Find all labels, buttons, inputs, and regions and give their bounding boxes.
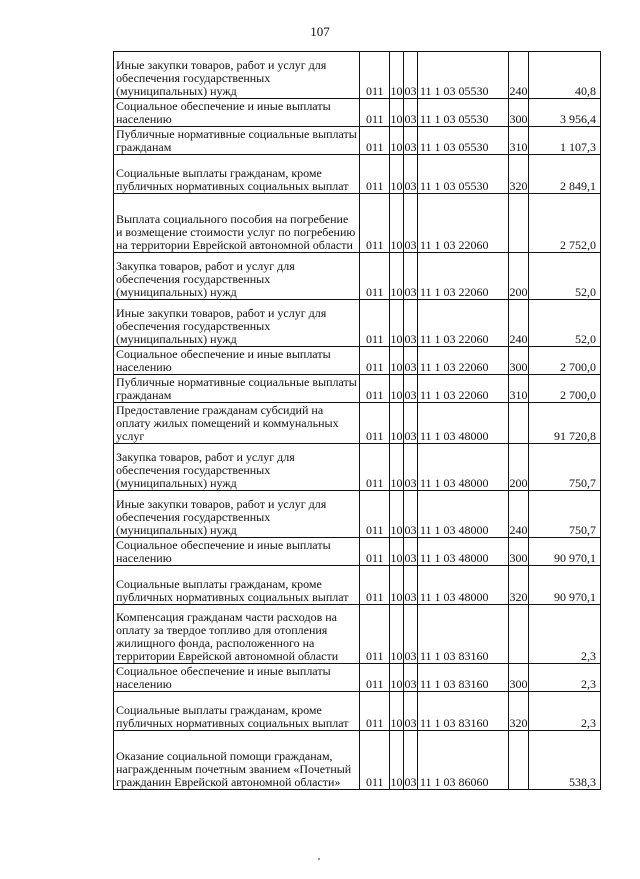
row-section-code: 10 [390, 731, 404, 790]
row-name: Социальное обеспечение и иные выплаты населению [114, 664, 360, 692]
row-subsection-code: 03 [404, 194, 418, 253]
row-section-code: 10 [390, 127, 404, 155]
row-target-code: 11 1 03 22060 [418, 300, 509, 347]
row-section-code: 10 [390, 664, 404, 692]
table-body [114, 52, 601, 790]
row-subsection-code: 03 [404, 99, 418, 127]
row-section-code: 10 [390, 491, 404, 538]
row-ved-code: 011 [360, 566, 390, 605]
table-row [114, 692, 601, 731]
row-section-code: 10 [390, 444, 404, 491]
row-expense-type-code [509, 403, 529, 444]
row-section-code: 10 [390, 538, 404, 566]
row-subsection-code: 03 [404, 491, 418, 538]
row-name: Иные закупки товаров, работ и услуг для обеспечения государственных (муниципальных) нужд [114, 52, 360, 99]
row-subsection-code: 03 [404, 253, 418, 300]
row-name: Публичные нормативные социальные выплаты гражданам [114, 375, 360, 403]
row-target-code: 11 1 03 05530 [418, 127, 509, 155]
row-ved-code: 011 [360, 194, 390, 253]
row-sum: 91 720,8 [529, 403, 601, 444]
row-section-code: 10 [390, 194, 404, 253]
row-subsection-code: 03 [404, 605, 418, 664]
page-number: 107 [310, 24, 330, 39]
table-row [114, 664, 601, 692]
row-section-code: 10 [390, 253, 404, 300]
row-target-code: 11 1 03 22060 [418, 347, 509, 375]
row-expense-type-code: 300 [509, 664, 529, 692]
row-ved-code: 011 [360, 692, 390, 731]
row-name: Социальное обеспечение и иные выплаты населению [114, 347, 360, 375]
row-ved-code: 011 [360, 300, 390, 347]
row-target-code: 11 1 03 48000 [418, 491, 509, 538]
row-subsection-code: 03 [404, 538, 418, 566]
row-subsection-code: 03 [404, 692, 418, 731]
table-row [114, 731, 601, 790]
table-row [114, 347, 601, 375]
row-name: Социальные выплаты гражданам, кроме публичных нормативных социальных выплат [114, 566, 360, 605]
row-name: Предоставление гражданам субсидий на оплату жилых помещений и коммунальных услуг [114, 403, 360, 444]
row-section-code: 10 [390, 566, 404, 605]
row-name: Социальное обеспечение и иные выплаты населению [114, 538, 360, 566]
row-sum: 52,0 [529, 300, 601, 347]
row-sum: 2,3 [529, 692, 601, 731]
row-sum: 2 700,0 [529, 347, 601, 375]
budget-table [113, 51, 601, 790]
row-sum: 2 849,1 [529, 155, 601, 194]
row-expense-type-code: 300 [509, 99, 529, 127]
row-name: Иные закупки товаров, работ и услуг для обеспечения государственных (муниципальных) нужд [114, 491, 360, 538]
row-name: Социальные выплаты гражданам, кроме публичных нормативных социальных выплат [114, 155, 360, 194]
row-expense-type-code: 320 [509, 566, 529, 605]
row-section-code: 10 [390, 155, 404, 194]
row-name: Выплата социального пособия на погребение и возмещение стоимости услуг по погребению на территории Еврейской автономной области [114, 194, 360, 253]
row-target-code: 11 1 03 22060 [418, 194, 509, 253]
row-target-code: 11 1 03 05530 [418, 99, 509, 127]
row-ved-code: 011 [360, 127, 390, 155]
row-target-code: 11 1 03 05530 [418, 155, 509, 194]
row-expense-type-code: 300 [509, 538, 529, 566]
row-expense-type-code: 200 [509, 253, 529, 300]
row-name: Иные закупки товаров, работ и услуг для обеспечения государственных (муниципальных) нужд [114, 300, 360, 347]
row-expense-type-code: 240 [509, 300, 529, 347]
table-row [114, 491, 601, 538]
row-sum: 750,7 [529, 444, 601, 491]
row-subsection-code: 03 [404, 300, 418, 347]
row-expense-type-code: 240 [509, 52, 529, 99]
row-subsection-code: 03 [404, 731, 418, 790]
table-row [114, 127, 601, 155]
row-subsection-code: 03 [404, 664, 418, 692]
row-expense-type-code: 300 [509, 347, 529, 375]
table-row [114, 300, 601, 347]
row-ved-code: 011 [360, 605, 390, 664]
row-target-code: 11 1 03 83160 [418, 605, 509, 664]
row-section-code: 10 [390, 99, 404, 127]
row-ved-code: 011 [360, 99, 390, 127]
row-section-code: 10 [390, 605, 404, 664]
table-row [114, 605, 601, 664]
row-target-code: 11 1 03 05530 [418, 52, 509, 99]
row-expense-type-code [509, 194, 529, 253]
row-expense-type-code: 310 [509, 375, 529, 403]
row-section-code: 10 [390, 375, 404, 403]
row-subsection-code: 03 [404, 444, 418, 491]
row-sum: 40,8 [529, 52, 601, 99]
table-row [114, 538, 601, 566]
row-section-code: 10 [390, 403, 404, 444]
row-sum: 2 700,0 [529, 375, 601, 403]
row-ved-code: 011 [360, 664, 390, 692]
row-target-code: 11 1 03 48000 [418, 403, 509, 444]
row-subsection-code: 03 [404, 347, 418, 375]
row-section-code: 10 [390, 692, 404, 731]
row-section-code: 10 [390, 300, 404, 347]
row-subsection-code: 03 [404, 403, 418, 444]
row-section-code: 10 [390, 347, 404, 375]
row-name: Закупка товаров, работ и услуг для обеспечения государственных (муниципальных) нужд [114, 444, 360, 491]
row-ved-code: 011 [360, 491, 390, 538]
row-sum: 750,7 [529, 491, 601, 538]
row-sum: 1 107,3 [529, 127, 601, 155]
row-sum: 2,3 [529, 605, 601, 664]
row-ved-code: 011 [360, 731, 390, 790]
row-expense-type-code: 240 [509, 491, 529, 538]
row-target-code: 11 1 03 48000 [418, 566, 509, 605]
table-row [114, 403, 601, 444]
row-target-code: 11 1 03 83160 [418, 664, 509, 692]
row-expense-type-code [509, 605, 529, 664]
row-ved-code: 011 [360, 155, 390, 194]
table-row [114, 444, 601, 491]
row-sum: 90 970,1 [529, 538, 601, 566]
row-sum: 90 970,1 [529, 566, 601, 605]
row-name: Публичные нормативные социальные выплаты гражданам [114, 127, 360, 155]
row-ved-code: 011 [360, 253, 390, 300]
row-subsection-code: 03 [404, 127, 418, 155]
scan-dot [318, 858, 320, 860]
table-row [114, 566, 601, 605]
table-row [114, 375, 601, 403]
row-expense-type-code [509, 731, 529, 790]
row-expense-type-code: 200 [509, 444, 529, 491]
row-sum: 52,0 [529, 253, 601, 300]
row-target-code: 11 1 03 22060 [418, 375, 509, 403]
row-name: Социальное обеспечение и иные выплаты населению [114, 99, 360, 127]
table-row [114, 52, 601, 99]
row-name: Оказание социальной помощи гражданам, награжденным почетным званием «Почетный гражданин Еврейской автономной области» [114, 731, 360, 790]
row-name: Компенсация гражданам части расходов на оплату за твердое топливо для отопления жилищного фонда, расположенного на территории Еврейской автономной области [114, 605, 360, 664]
row-ved-code: 011 [360, 403, 390, 444]
row-target-code: 11 1 03 22060 [418, 253, 509, 300]
row-name: Закупка товаров, работ и услуг для обеспечения государственных (муниципальных) нужд [114, 253, 360, 300]
table-row [114, 155, 601, 194]
row-target-code: 11 1 03 86060 [418, 731, 509, 790]
row-expense-type-code: 320 [509, 155, 529, 194]
row-sum: 2 752,0 [529, 194, 601, 253]
row-expense-type-code: 320 [509, 692, 529, 731]
row-ved-code: 011 [360, 347, 390, 375]
row-subsection-code: 03 [404, 375, 418, 403]
row-ved-code: 011 [360, 375, 390, 403]
row-sum: 2,3 [529, 664, 601, 692]
row-name: Социальные выплаты гражданам, кроме публичных нормативных социальных выплат [114, 692, 360, 731]
row-subsection-code: 03 [404, 52, 418, 99]
row-ved-code: 011 [360, 538, 390, 566]
row-target-code: 11 1 03 83160 [418, 692, 509, 731]
row-subsection-code: 03 [404, 566, 418, 605]
row-sum: 3 956,4 [529, 99, 601, 127]
row-ved-code: 011 [360, 52, 390, 99]
table-row [114, 194, 601, 253]
table-row [114, 99, 601, 127]
row-sum: 538,3 [529, 731, 601, 790]
row-target-code: 11 1 03 48000 [418, 444, 509, 491]
row-expense-type-code: 310 [509, 127, 529, 155]
row-ved-code: 011 [360, 444, 390, 491]
row-section-code: 10 [390, 52, 404, 99]
row-subsection-code: 03 [404, 155, 418, 194]
table-row [114, 253, 601, 300]
row-target-code: 11 1 03 48000 [418, 538, 509, 566]
